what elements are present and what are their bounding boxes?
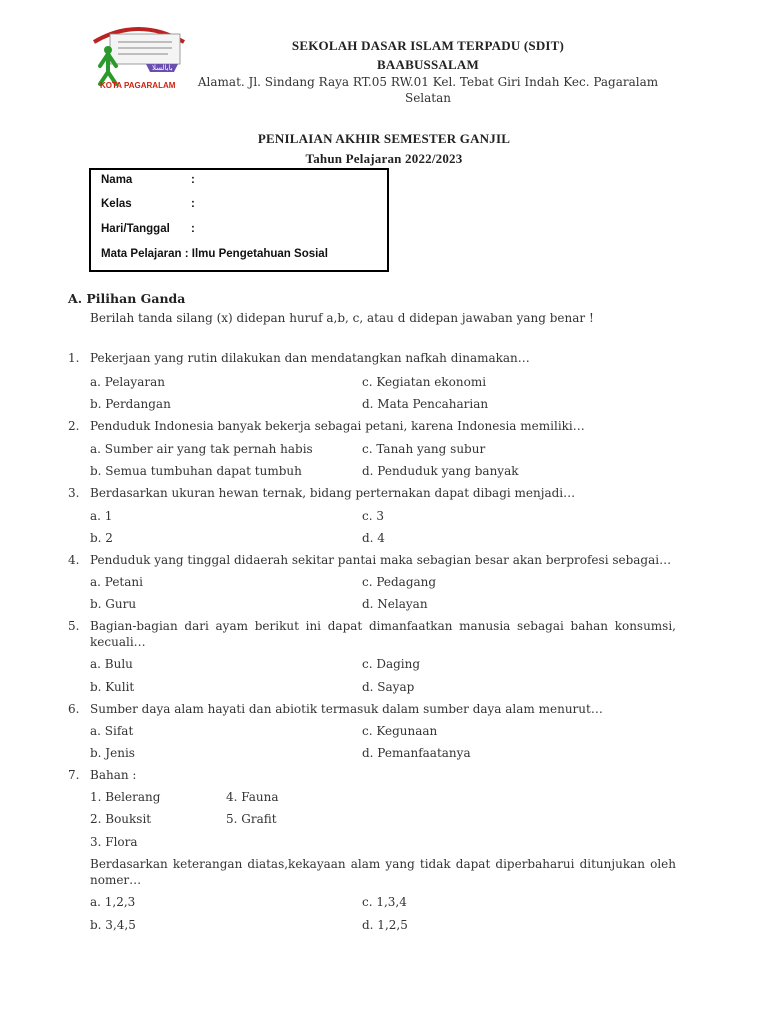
option-a: a. Sumber air yang tak pernah habis (90, 442, 313, 456)
question-text: Sumber daya alam hayati dan abiotik termasuk dalam sumber daya alam menurut… (90, 702, 603, 716)
question-number: 3. (68, 486, 80, 500)
hari-label: Hari/Tanggal (101, 223, 170, 235)
question-text: Pekerjaan yang rutin dilakukan dan mendatangkan nafkah dinamakan… (90, 351, 530, 365)
address-line-1: Alamat. Jl. Sindang Raya RT.05 RW.01 Kel. Tebat Giri Indah Kec. Pagaralam (197, 75, 659, 89)
material-item: 3. Flora (90, 835, 138, 849)
question-text: Penduduk yang tinggal didaerah sekitar pantai maka sebagian besar akan berprofesi sebagai… (90, 553, 672, 567)
address-line-2: Selatan (404, 91, 452, 105)
option-b: b. 2 (90, 531, 113, 545)
option-b: b. Perdangan (90, 397, 171, 411)
option-a: a. Bulu (90, 657, 133, 671)
material-item: 4. Fauna (226, 790, 279, 804)
section-title: A. Pilihan Ganda (68, 291, 186, 306)
question-text: Berdasarkan ukuran hewan ternak, bidang perternakan dapat dibagi menjadi… (90, 486, 576, 500)
option-d: d. 4 (362, 531, 385, 545)
option-a: a. Sifat (90, 724, 134, 738)
option-c: c. 3 (362, 509, 384, 523)
exam-year: Tahun Pelajaran 2022/2023 (305, 151, 463, 166)
option-c: c. Kegunaan (362, 724, 438, 738)
info-row-mapel (101, 248, 328, 260)
option-b: b. Jenis (90, 746, 135, 760)
student-info-box (89, 168, 389, 272)
section-instruction: Berilah tanda silang (x) didepan huruf a,b, c, atau d didepan jawaban yang benar ! (90, 311, 594, 325)
option-a: a. Petani (90, 575, 143, 589)
question-text: Bahan : (90, 768, 137, 782)
question-number: 2. (68, 419, 80, 433)
svg-text:بابالسلا: بابالسلا (152, 64, 173, 72)
option-d: d. Sayap (362, 680, 415, 694)
question-text-continued: Berdasarkan keterangan diatas,kekayaan alam yang tidak dapat diperbaharui ditunjukan oleh nomer… (90, 857, 676, 887)
material-item: 2. Bouksit (90, 812, 152, 826)
school-address (190, 74, 666, 106)
logo-caption: KOTA PAGARALAM (100, 81, 176, 90)
school-subname: BAABUSSALAM (377, 57, 479, 72)
option-d: d. Nelayan (362, 597, 428, 611)
kelas-label: Kelas (101, 198, 132, 210)
question-number: 7. (68, 768, 80, 782)
nama-colon: : (191, 174, 195, 186)
hari-colon: : (191, 223, 195, 235)
nama-label: Nama (101, 174, 133, 186)
kelas-colon: : (191, 198, 195, 210)
exam-title: PENILAIAN AKHIR SEMESTER GANJIL (257, 131, 511, 146)
option-a: a. 1,2,3 (90, 895, 136, 909)
question-text: Penduduk Indonesia banyak bekerja sebagai petani, karena Indonesia memiliki… (90, 419, 585, 433)
question-number: 6. (68, 702, 80, 716)
option-c: c. 1,3,4 (362, 895, 407, 909)
material-item: 5. Grafit (226, 812, 277, 826)
info-row-kelas (101, 198, 195, 210)
option-d: d. Pemanfaatanya (362, 746, 471, 760)
option-c: c. Tanah yang subur (362, 442, 486, 456)
option-b: b. 3,4,5 (90, 918, 136, 932)
school-name: SEKOLAH DASAR ISLAM TERPADU (SDIT) (291, 38, 565, 53)
info-row-nama (101, 174, 195, 186)
option-b: b. Guru (90, 597, 137, 611)
question-number: 4. (68, 553, 80, 567)
option-c: c. Pedagang (362, 575, 437, 589)
option-d: d. Penduduk yang banyak (362, 464, 519, 478)
mapel-label: Mata Pelajaran : (101, 248, 189, 260)
option-d: d. 1,2,5 (362, 918, 408, 932)
option-d: d. Mata Pencaharian (362, 397, 489, 411)
option-b: b. Semua tumbuhan dapat tumbuh (90, 464, 302, 478)
option-a: a. Pelayaran (90, 375, 165, 389)
question-text: Bagian-bagian dari ayam berikut ini dapat dimanfaatkan manusia sebagai bahan konsumsi, kecuali… (90, 619, 676, 649)
option-a: a. 1 (90, 509, 113, 523)
info-row-hari (101, 223, 195, 235)
question-number: 5. (68, 619, 80, 633)
material-item: 1. Belerang (90, 790, 161, 804)
option-c: c. Daging (362, 657, 421, 671)
question-number: 1. (68, 351, 80, 365)
mapel-value: Ilmu Pengetahuan Sosial (191, 248, 328, 260)
option-c: c. Kegiatan ekonomi (362, 375, 487, 389)
option-b: b. Kulit (90, 680, 135, 694)
